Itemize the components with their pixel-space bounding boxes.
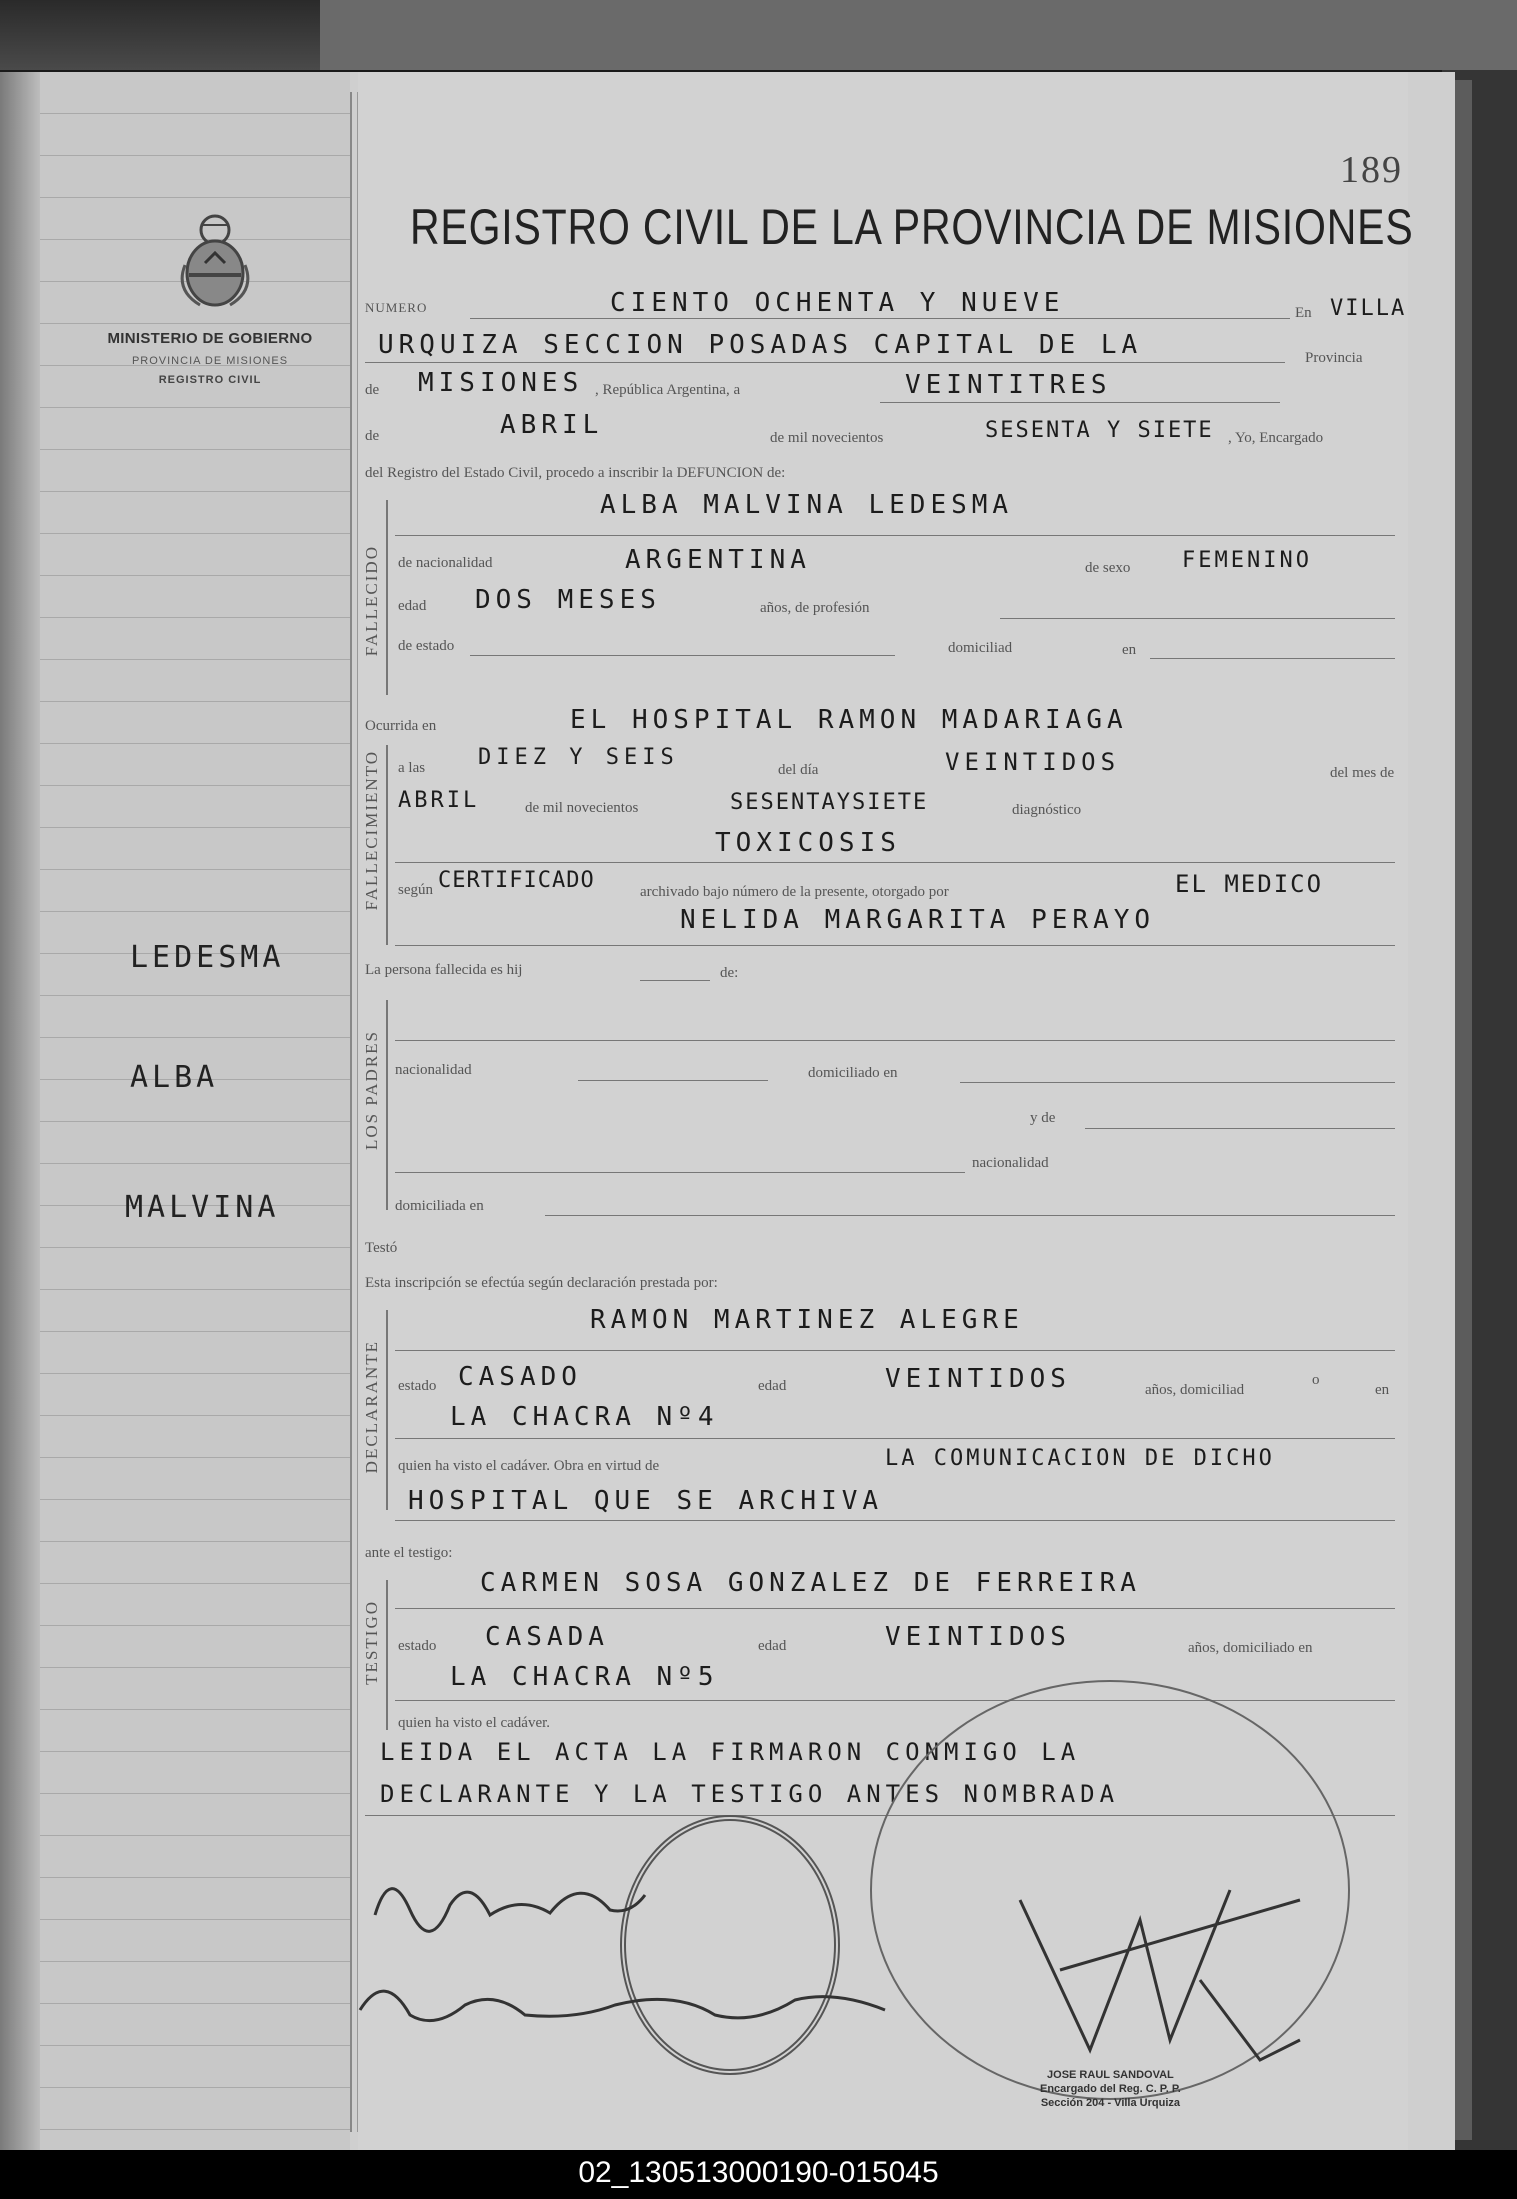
margin-surname: LEDESMA xyxy=(130,940,285,975)
declarante-estado-value: CASADO xyxy=(458,1362,582,1392)
edad-label: edad xyxy=(398,598,427,614)
madre-name-line xyxy=(395,1172,965,1173)
nacionalidad-label: de nacionalidad xyxy=(398,555,493,571)
segun-label: según xyxy=(398,882,433,898)
profesion-line xyxy=(1000,618,1395,619)
month-value: ABRIL xyxy=(500,410,604,440)
margin-second-name: MALVINA xyxy=(125,1190,280,1225)
day-value: VEINTITRES xyxy=(905,370,1112,400)
yo-text: , Yo, Encargado xyxy=(1228,430,1324,446)
provincia-label: Provincia xyxy=(1305,350,1363,366)
testigo-edad-value: VEINTIDOS xyxy=(885,1622,1071,1652)
registrar-signature xyxy=(1000,1860,1320,2080)
fallecimiento-year-text: de mil novecientos xyxy=(525,800,639,816)
de-label-2: de xyxy=(365,428,380,444)
declarante-bar xyxy=(386,1310,388,1510)
declarante-edad-value: VEINTIDOS xyxy=(885,1364,1071,1394)
ministry-header xyxy=(70,330,350,386)
declarante-estado-label: estado xyxy=(398,1378,437,1394)
leida-line-2: DECLARANTE Y LA TESTIGO ANTES NOMBRADA xyxy=(380,1780,1120,1808)
page-number: 189 xyxy=(1340,149,1403,191)
fallecido-bar xyxy=(386,500,388,695)
padre-domiciliado-label: domiciliado en xyxy=(808,1065,898,1081)
testigo-cadaver-text: quien ha visto el cadáver. xyxy=(398,1715,551,1731)
hora-value: DIEZ Y SEIS xyxy=(478,745,679,770)
sexo-value: FEMENINO xyxy=(1182,548,1312,573)
argentina-coat-of-arms-icon xyxy=(175,205,255,315)
testigo-estado-label: estado xyxy=(398,1638,437,1654)
declarante-section-label: DECLARANTE xyxy=(362,1340,381,1474)
numero-line xyxy=(470,318,1290,319)
testigo-edad-label: edad xyxy=(758,1638,787,1654)
padres-bar xyxy=(386,1000,388,1210)
testigo-domiciliado-label: años, domiciliado en xyxy=(1188,1640,1313,1656)
obra-text: quien ha visto el cadáver. Obra en virtud de xyxy=(398,1458,660,1474)
fallecimiento-year-value: SESENTAYSIETE xyxy=(730,790,929,815)
footer-image-id: 02_130513000190-015045 xyxy=(578,2156,939,2189)
edad-value: DOS MESES xyxy=(475,585,661,615)
declarante-domicilio-value: LA CHACRA Nº4 xyxy=(450,1402,719,1432)
place-line xyxy=(365,362,1285,363)
profesion-label: años, de profesión xyxy=(760,600,870,616)
ante-testigo-label: ante el testigo: xyxy=(365,1545,453,1561)
page-title: REGISTRO CIVIL DE LA PROVINCIA DE MISIONES xyxy=(410,199,1414,255)
numero-value: CIENTO OCHENTA Y NUEVE xyxy=(610,288,1065,318)
declarante-domiciliado-suffix: o xyxy=(1312,1372,1320,1388)
padre-name-line xyxy=(395,1040,1395,1041)
declarante-en-label: en xyxy=(1375,1382,1390,1398)
de-label: de xyxy=(365,382,380,398)
mes-value: ABRIL xyxy=(398,788,480,813)
declarante-signature xyxy=(370,1855,650,1945)
year-text: de mil novecientos xyxy=(770,430,884,446)
testigo-signature xyxy=(355,1960,895,2050)
inscripcion-text: Esta inscripción se efectúa según declaración prestada por: xyxy=(365,1275,718,1291)
testigo-name-line xyxy=(395,1608,1395,1609)
hija-label: La persona fallecida es hij xyxy=(365,962,523,978)
officer-name: JOSE RAUL SANDOVAL xyxy=(1047,2069,1174,2081)
madre-start-line xyxy=(1085,1128,1395,1129)
fallecido-section-label: FALLECIDO xyxy=(362,545,381,657)
diagnostico-label: diagnóstico xyxy=(1012,802,1082,818)
testigo-domicilio-line xyxy=(395,1700,1395,1701)
republica-text: , República Argentina, a xyxy=(595,382,741,398)
medico-value: NELIDA MARGARITA PERAYO xyxy=(680,905,1156,935)
registrar-officer-stamp xyxy=(1040,2068,1181,2110)
testo-label: Testó xyxy=(365,1240,398,1256)
del-mes-label: del mes de xyxy=(1330,765,1395,781)
testigo-estado-value: CASADA xyxy=(485,1622,609,1652)
ocurrida-label: Ocurrida en xyxy=(365,718,437,734)
padres-de-label: de: xyxy=(720,965,739,981)
declarante-name-line xyxy=(395,1350,1395,1351)
ministry-name: MINISTERIO DE GOBIERNO xyxy=(107,330,313,347)
domiciliado-label: domiciliad xyxy=(948,640,1013,656)
testigo-domicilio-value: LA CHACRA Nº5 xyxy=(450,1662,719,1692)
archivado-text: archivado bajo número de la presente, otorgado por xyxy=(640,884,949,900)
hija-line xyxy=(640,980,710,981)
testigo-name: CARMEN SOSA GONZALEZ DE FERREIRA xyxy=(480,1568,1141,1598)
margin-first-name: ALBA xyxy=(130,1060,219,1095)
fallecido-name: ALBA MALVINA LEDESMA xyxy=(600,490,1014,520)
obra-line xyxy=(395,1520,1395,1521)
declarante-domicilio-line xyxy=(395,1438,1395,1439)
margin-divider xyxy=(350,92,352,2132)
del-dia-label: del día xyxy=(778,762,819,778)
registry-name: REGISTRO CIVIL xyxy=(158,374,262,386)
year-value: SESENTA Y SIETE xyxy=(985,418,1214,443)
obra-value-2: HOSPITAL QUE SE ARCHIVA xyxy=(408,1486,884,1516)
certificado-value: CERTIFICADO xyxy=(438,868,595,893)
ocurrida-value: EL HOSPITAL RAMON MADARIAGA xyxy=(570,705,1128,735)
fallecimiento-bar xyxy=(386,745,388,945)
estado-label: de estado xyxy=(398,638,455,654)
officer-section: Sección 204 - Villa Urquiza xyxy=(1040,2097,1180,2109)
diagnostico-line xyxy=(395,862,1395,863)
testigo-bar xyxy=(386,1580,388,1730)
declarante-edad-label: edad xyxy=(758,1378,787,1394)
sexo-label: de sexo xyxy=(1085,560,1131,576)
estado-line xyxy=(470,655,895,656)
inscribir-text: del Registro del Estado Civil, procedo a inscribir la DEFUNCION de: xyxy=(365,465,786,481)
y-de-label: y de xyxy=(1030,1110,1056,1126)
diagnostico-value: TOXICOSIS xyxy=(715,828,901,858)
day-line xyxy=(880,402,1280,403)
nacionalidad-value: ARGENTINA xyxy=(625,545,811,575)
fallecimiento-section-label: FALLECIMIENTO xyxy=(362,750,381,911)
page-fold xyxy=(0,72,40,2150)
padre-domicilio-line xyxy=(960,1082,1395,1083)
madre-domicilio-line xyxy=(545,1215,1395,1216)
testigo-section-label: TESTIGO xyxy=(362,1600,381,1685)
madre-nacionalidad-label: nacionalidad xyxy=(972,1155,1049,1171)
declarante-name: RAMON MARTINEZ ALEGRE xyxy=(590,1305,1024,1335)
obra-value: LA COMUNICACION DE DICHO xyxy=(885,1446,1275,1471)
en-label: En xyxy=(1295,305,1312,321)
padre-nacionalidad-label: nacionalidad xyxy=(395,1062,472,1078)
officer-title: Encargado del Reg. C. P. P. xyxy=(1040,2083,1181,2095)
fallecido-name-line xyxy=(395,535,1395,536)
domiciliado-en-label: en xyxy=(1122,642,1137,658)
declarante-domiciliado-label: años, domiciliad xyxy=(1145,1382,1245,1398)
province-name: PROVINCIA DE MISIONES xyxy=(131,355,289,367)
a-las-label: a las xyxy=(398,760,426,776)
dia-value: VEINTIDOS xyxy=(945,748,1121,776)
madre-domiciliada-label: domiciliada en xyxy=(395,1198,484,1214)
padre-nacionalidad-line xyxy=(578,1080,768,1081)
scan-top-edge-light xyxy=(320,0,1517,70)
otorgado-value: EL MEDICO xyxy=(1175,870,1324,898)
padres-section-label: LOS PADRES xyxy=(362,1030,381,1150)
place-value: URQUIZA SECCION POSADAS CAPITAL DE LA xyxy=(378,330,1143,360)
provincia-value: MISIONES xyxy=(418,368,584,398)
domicilio-line xyxy=(1150,658,1395,659)
en-value: VILLA xyxy=(1330,296,1407,321)
medico-line xyxy=(395,945,1395,946)
leida-line-1: LEIDA EL ACTA LA FIRMARON CONMIGO LA xyxy=(380,1738,1081,1766)
numero-label: NUMERO xyxy=(365,300,428,315)
